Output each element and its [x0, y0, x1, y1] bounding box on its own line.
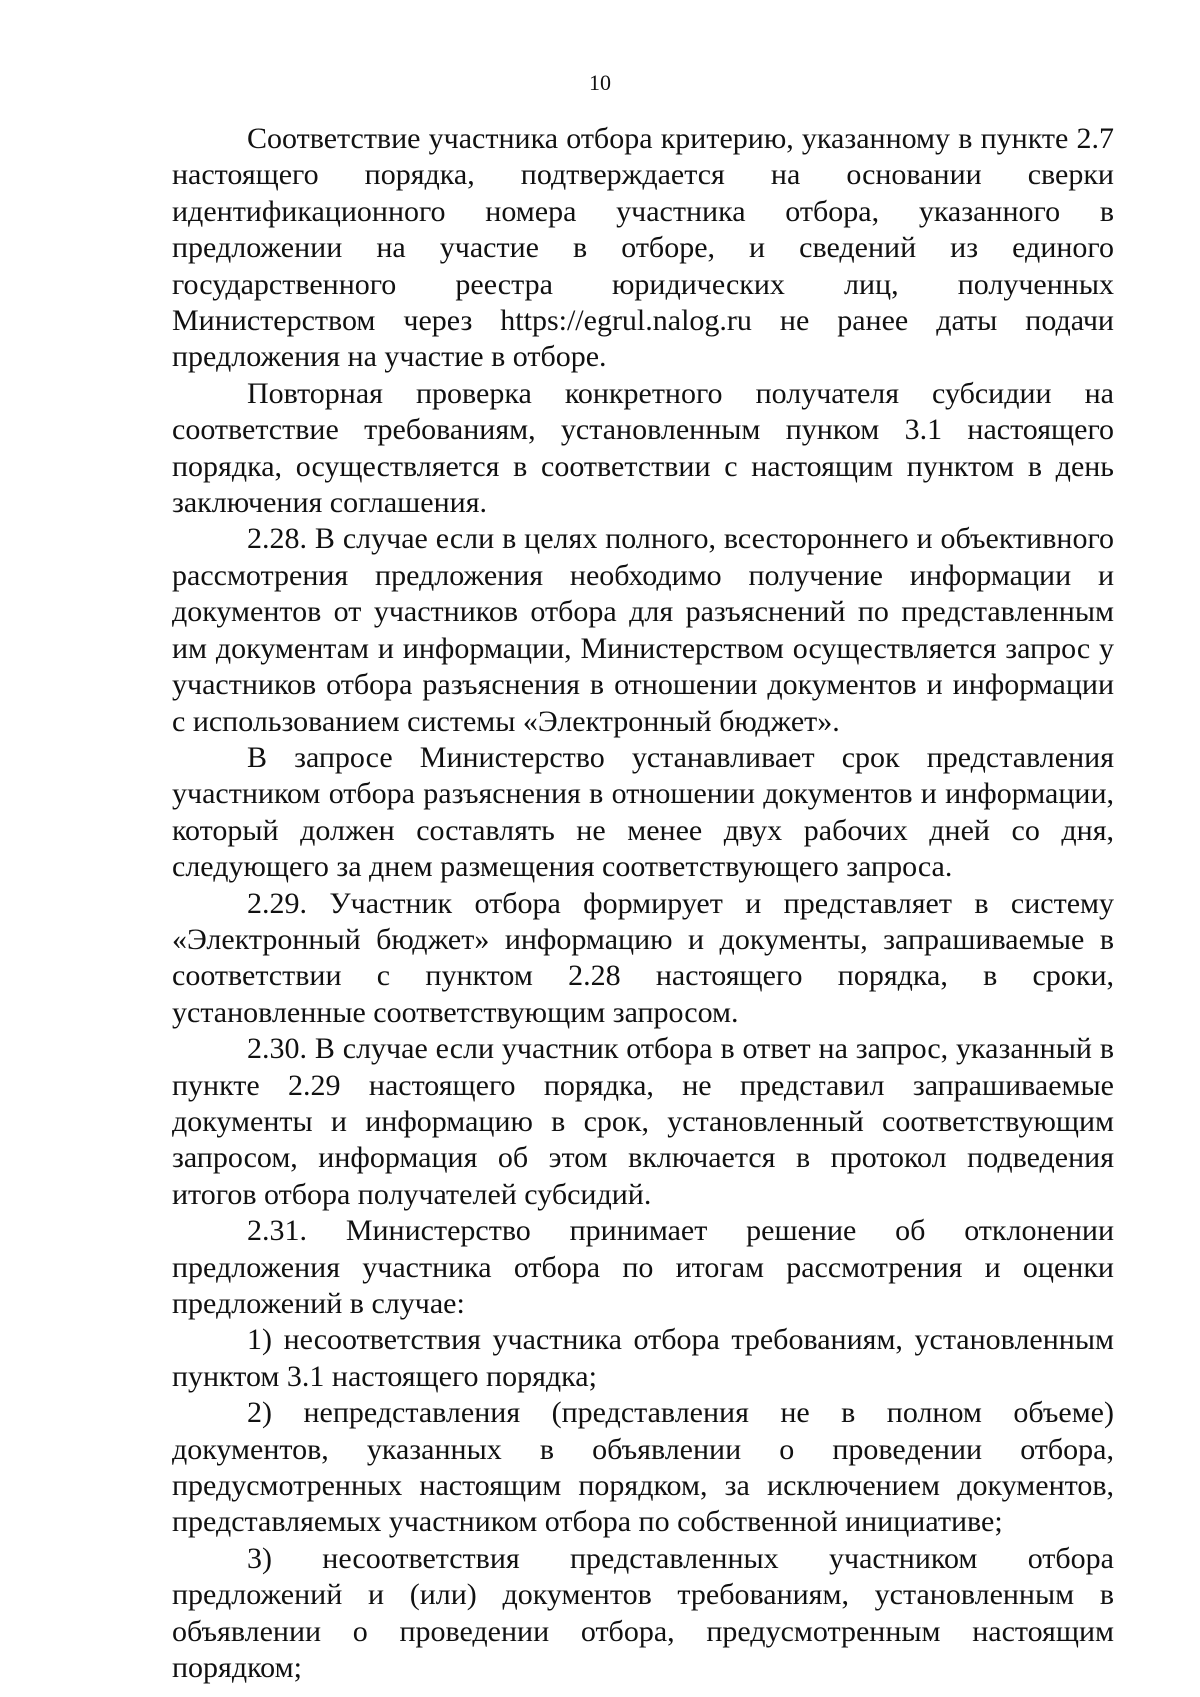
page-number: 10 — [589, 70, 611, 95]
paragraph-2-31: 2.31. Министерство принимает решение об отклонении предложения участника отбора по итогам рассмотрения и оценки предложений в случае: — [172, 1214, 1114, 1320]
paragraph-repeat-check: Повторная проверка конкретного получателя субсидии на соответствие требованиям, установленным пунком 3.1 настоящего порядка, осуществляется в соответствии с настоящим пунктом в день заключения соглашения. — [172, 376, 1114, 520]
paragraph-criterion-compliance: Соответствие участника отбора критерию, указанному в пункте 2.7 настоящего порядка, подтверждается на основании сверки идентификационного номера участника отбора, указанного в предложении на участие в отборе, и сведений из единого государственного реестра юридических лиц, полученных Министерством через https://egrul.nalog.ru не ранее даты подачи предложения на участие в отборе. — [172, 122, 1114, 374]
list-item-1: 1) несоответствия участника отбора требованиям, установленным пунктом 3.1 настоящего порядка; — [172, 1323, 1114, 1393]
paragraph-2-29: 2.29. Участник отбора формирует и представляет в систему «Электронный бюджет» информацию и документы, запрашиваемые в соответствии с пунктом 2.28 настоящего порядка, в сроки, установленные соответствующим запросом. — [172, 886, 1114, 1029]
paragraph-2-28: 2.28. В случае если в целях полного, всестороннего и объективного рассмотрения предложения необходимо получение информации и документов от участников отбора для разъяснений по представленным им документам и информации, Министерством осуществляется запрос у участников отбора разъяснения в отношении документов и информации с использованием системы «Электронный бюджет». — [172, 522, 1114, 738]
paragraph-request-deadline: В запросе Министерство устанавливает срок представления участником отбора разъяснения в отношении документов и информации, который должен составлять не менее двух рабочих дней со дня, следующего за днем размещения соответствующего запроса. — [172, 740, 1114, 884]
list-item-3: 3) несоответствия представленных участником отбора предложений и (или) документов требованиям, установленным в объявлении о проведении отбора, предусмотренным настоящим порядком; — [172, 1541, 1114, 1685]
list-item-2: 2) непредставления (представления не в полном объеме) документов, указанных в объявлении о проведении отбора, предусмотренных настоящим порядком, за исключением документов, представляемых участником отбора по собственной инициативе; — [172, 1396, 1114, 1539]
document-body — [172, 121, 1114, 1686]
paragraph-2-30: 2.30. В случае если участник отбора в ответ на запрос, указанный в пункте 2.29 настоящего порядка, не представил запрашиваемые документы и информацию в срок, установленный соответствующим запросом, информация об этом включается в протокол подведения итогов отбора получателей субсидий. — [172, 1032, 1114, 1211]
